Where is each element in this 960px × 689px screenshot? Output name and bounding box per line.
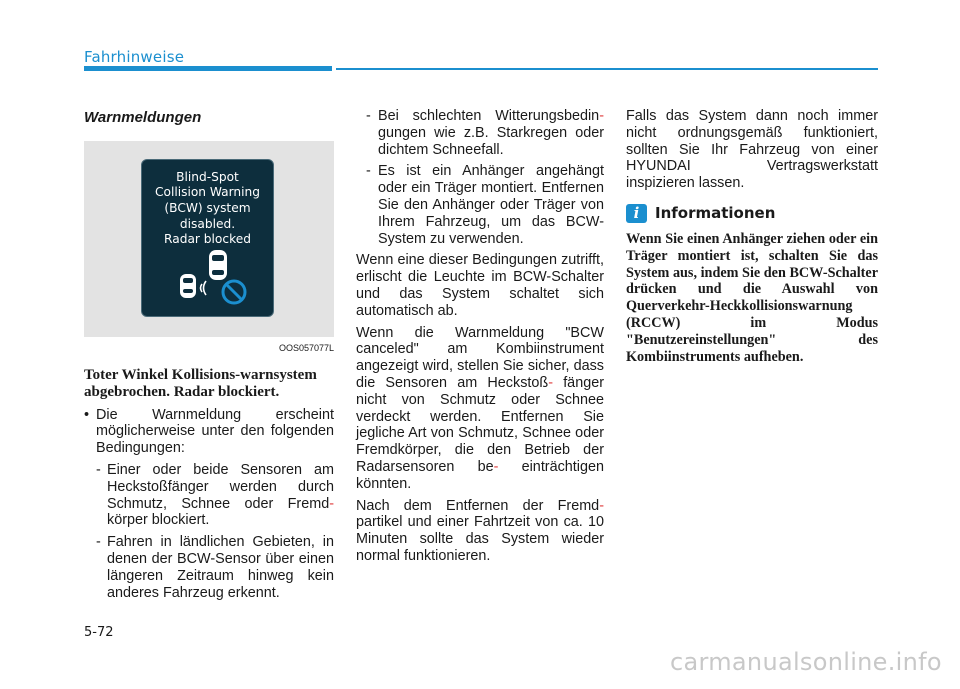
cluster-line: disabled. — [179, 216, 236, 231]
dash-text: Bei schlechten Witterungsbedin — [378, 108, 600, 124]
dash-text: Einer oder beide Sensoren am Heckstoßfänger werden durch Schmutz, Schnee oder Fremd — [107, 461, 334, 512]
heading-warnmeldungen: Warnmeldungen — [84, 109, 202, 126]
figure-code: OOS057077L — [278, 342, 334, 353]
cluster-line: Blind-Spot — [176, 169, 239, 184]
bullet-item: • Die Warnmeldung erscheint möglicherweise unter den folgenden Bedingungen: — [84, 407, 334, 457]
dash-mark: - — [366, 163, 371, 180]
cluster-line: (BCW) system — [164, 200, 251, 215]
info-text: Wenn Sie einen Anhänger ziehen oder ein Träger montiert ist, schalten Sie das System aus, indem Sie den BCW-Schalter drücken und die Auswahl von Querverkehr-Heckkollisionswarnung (RCCW) im Modus "Benutzereinstellungen" des Kombiinstruments aufheben. — [626, 230, 878, 365]
cluster-message — [142, 170, 273, 248]
paragraph-text: Wenn die Warnmeldung "BCW canceled" am Kombiinstrument angezeigt wird, stellen Sie sicher, dass die Sensoren am Heckstoß — [356, 324, 604, 391]
dash-text: Fahren in ländlichen Gebieten, in denen der BCW-Sensor über einen längeren Zeitraum hinweg kein anderes Fahrzeug erkennt. — [107, 534, 334, 601]
paragraph — [356, 325, 604, 493]
dash-mark: - — [366, 108, 371, 124]
dash-mark: - — [96, 534, 101, 551]
column-3 — [626, 108, 878, 365]
dash-item-trailer — [356, 163, 604, 247]
dash-text: körper blockiert. — [107, 512, 210, 529]
paragraph-text: partikel und einer Fahrtzeit von ca. 10 Minuten sollte das System wieder normal funktionieren. — [356, 514, 604, 564]
cluster-line: Collision Warning — [154, 185, 261, 200]
hyphen-mark: - — [329, 495, 334, 512]
paragraph-text: Nach dem Entfernen der Fremd — [356, 497, 600, 514]
cluster-line: Radar blocked — [164, 232, 251, 247]
ego-car-icon — [209, 250, 227, 280]
hyphen-mark: - — [599, 497, 604, 514]
paragraph-text: einträchtigen könnten. — [356, 458, 605, 492]
paragraph — [356, 498, 604, 565]
dash-item-rural — [84, 534, 334, 601]
column-1 — [84, 108, 334, 606]
dash-text: gungen wie z.B. Starkregen oder dichtem Schneefall. — [378, 124, 604, 158]
dash-item-weather — [356, 108, 604, 158]
column-2 — [356, 108, 604, 570]
paragraph: Falls das System dann noch immer nicht ordnungsgemäß funktioniert, sollten Sie Ihr Fahrzeug von einer HYUNDAI Vertragswerkstatt inspizieren lassen. — [626, 108, 878, 192]
page-number: 5-72 — [84, 625, 114, 640]
paragraph-text: fänger nicht von Schmutz oder Schnee verdeckt werden. Entfernen Sie jegliche Art von Schmutz, Schnee oder Fremdkörper, die den Betrieb der Radarsensoren be — [356, 374, 604, 475]
header-rule-thin — [336, 68, 878, 70]
cluster-screen — [141, 159, 274, 317]
other-car-icon — [180, 274, 196, 298]
blocked-sign-icon — [223, 281, 245, 303]
figure-cluster-display — [84, 141, 334, 337]
hyphen-mark: - — [548, 374, 553, 391]
subheading-warning: Toter Winkel Kollisions-warnsystem abgebrochen. Radar blockiert. — [84, 366, 317, 400]
header-rule-thick — [84, 66, 332, 71]
paragraph: Wenn eine dieser Bedingungen zutrifft, erlischt die Leuchte im BCW-Schalter und das System schaltet sich automatisch ab. — [356, 252, 604, 319]
dash-mark: - — [96, 461, 101, 478]
dash-item-sensors — [84, 462, 334, 529]
info-icon: i — [626, 204, 647, 223]
section-title: Fahrhinweise — [84, 48, 185, 66]
info-title: Informationen — [655, 204, 776, 223]
hyphen-mark: - — [493, 458, 499, 475]
car-radar-blocked-icon — [142, 246, 275, 318]
radar-wave-icon — [201, 281, 207, 295]
hyphen-mark: - — [599, 108, 604, 124]
dash-text: Es ist ein Anhänger angehängt oder ein Träger montiert. Entfernen Sie den Anhänger oder Träger von Ihrem Fahrzeug, um das BCW-System zu verwenden. — [378, 163, 604, 247]
info-header — [626, 204, 878, 223]
watermark: carmanualsonline.info — [670, 648, 942, 676]
